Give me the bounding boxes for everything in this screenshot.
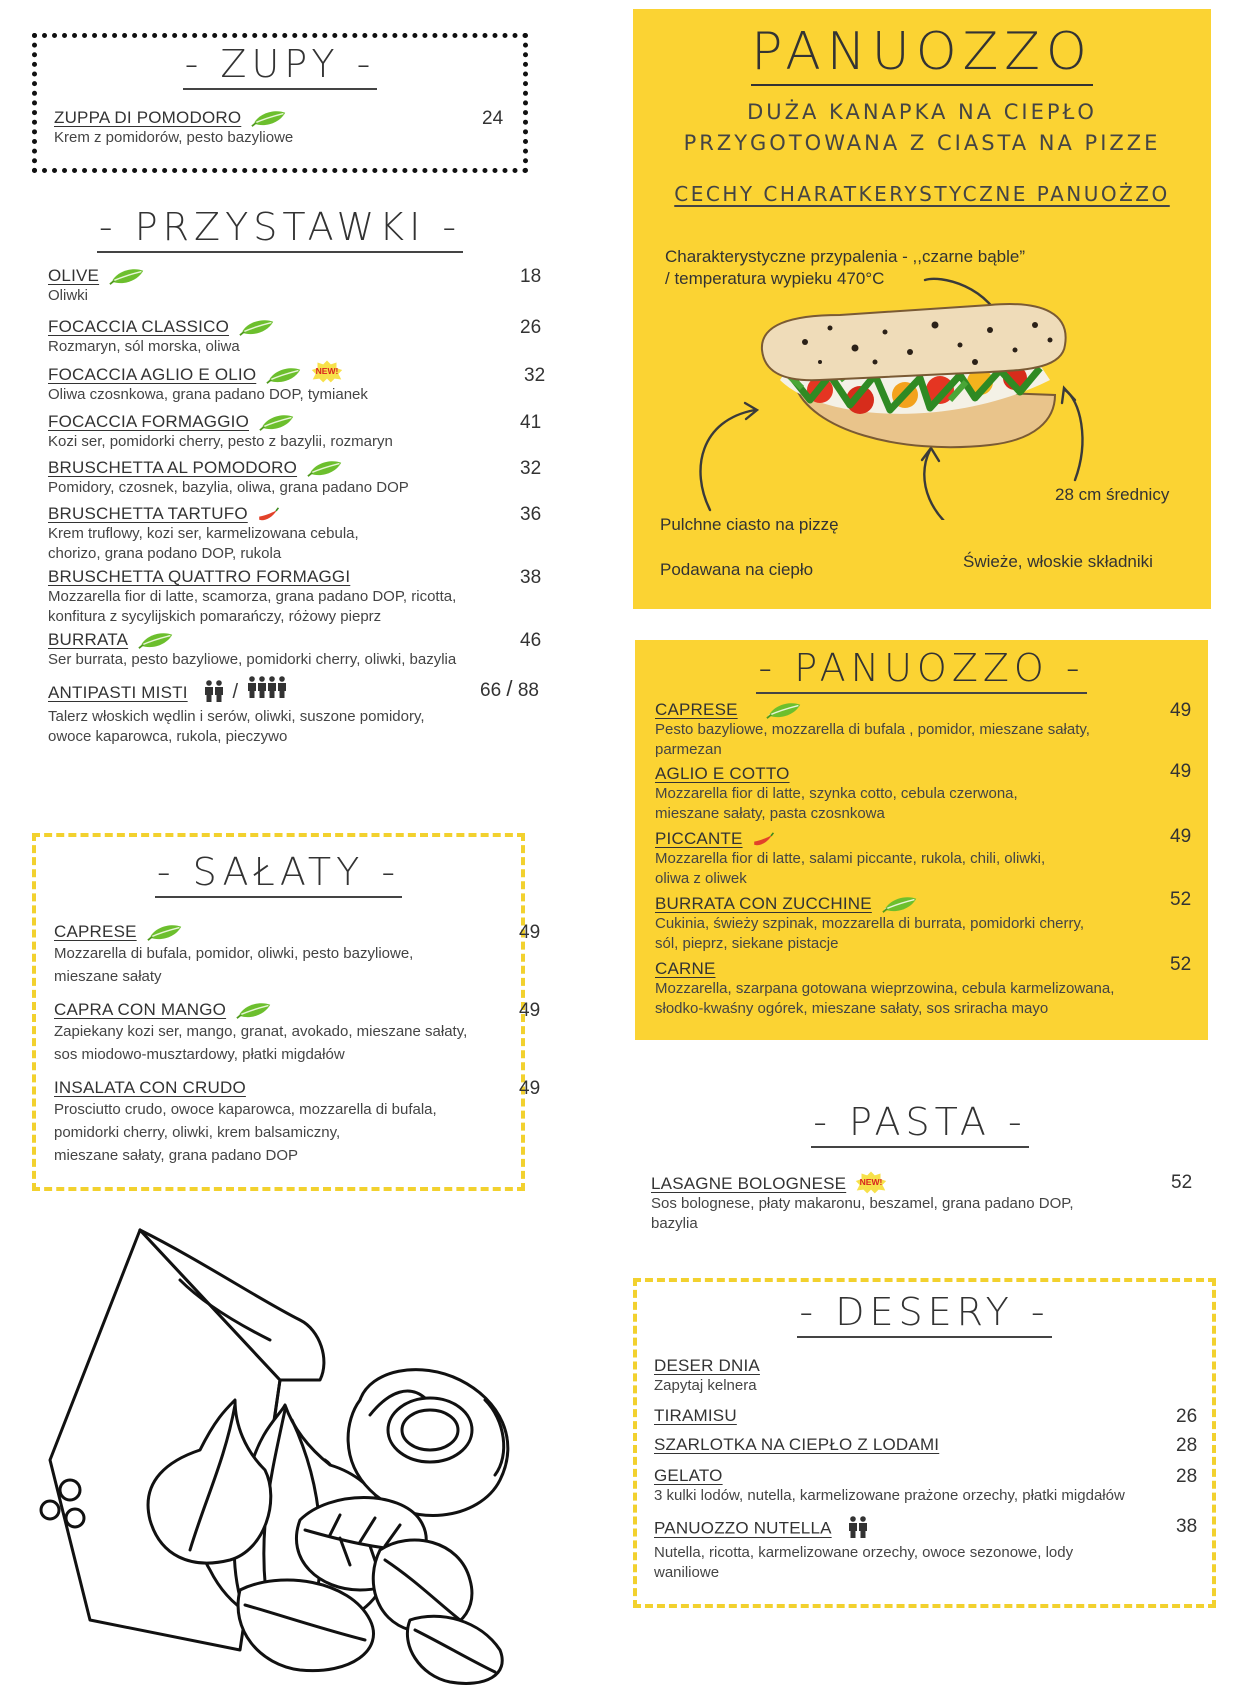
item-name: CAPRESE bbox=[655, 700, 738, 719]
item-price: 49 bbox=[519, 1078, 541, 1099]
menu-item bbox=[54, 922, 541, 988]
spicy-chili-icon bbox=[751, 832, 775, 848]
menu-item bbox=[48, 365, 548, 405]
item-description: Zapytaj kelnera bbox=[654, 1377, 757, 1394]
spicy-chili-icon bbox=[256, 507, 280, 523]
item-name: BRUSCHETTA TARTUFO bbox=[48, 504, 248, 523]
item-price: 52 bbox=[1171, 1172, 1193, 1193]
menu-item bbox=[654, 1466, 1199, 1506]
item-description: Mozzarella fior di latte, salami piccante, rukola, chili, oliwki, bbox=[655, 850, 1046, 867]
vegetarian-leaf-icon bbox=[138, 632, 174, 650]
item-description: Rozmaryn, sól morska, oliwa bbox=[48, 338, 240, 355]
vegetarian-leaf-icon bbox=[766, 702, 802, 720]
item-description: sos miodowo-musztardowy, płatki migdałów bbox=[54, 1046, 345, 1063]
panuozzo-title: - PANUOZZO - bbox=[635, 646, 1208, 694]
menu-item bbox=[54, 1000, 541, 1066]
menu-item bbox=[48, 676, 548, 747]
item-price: 52 bbox=[1170, 889, 1192, 910]
item-price: 49 bbox=[1170, 700, 1192, 721]
item-description: pomidorki cherry, oliwki, krem balsamiczny, bbox=[54, 1124, 341, 1141]
two-persons-icon bbox=[848, 1516, 868, 1543]
vegetarian-leaf-icon bbox=[236, 1002, 272, 1020]
item-description: Kozi ser, pomidorki cherry, pesto z bazylii, rozmaryn bbox=[48, 433, 393, 450]
vegetarian-leaf-icon bbox=[109, 268, 145, 286]
item-name: GELATO bbox=[654, 1466, 723, 1485]
vegetarian-leaf-icon bbox=[882, 896, 918, 914]
item-price: 18 bbox=[520, 266, 542, 287]
item-description: parmezan bbox=[655, 741, 722, 758]
new-badge-icon bbox=[852, 1170, 890, 1194]
item-price: 36 bbox=[520, 504, 542, 525]
item-name: CAPRESE bbox=[54, 922, 137, 941]
item-price: 26 bbox=[1176, 1406, 1198, 1427]
item-description: mieszane sałaty bbox=[54, 968, 162, 985]
menu-item bbox=[655, 889, 1200, 954]
four-persons-icon bbox=[247, 685, 287, 702]
item-description: Oliwa czosnkowa, grana padano DOP, tymianek bbox=[48, 386, 368, 403]
panuozzo-features-title: CECHY CHARATKERYSTYCZNE PANUOŻZO bbox=[674, 182, 1170, 206]
annotation-temperature: / temperatura wypieku 470°C bbox=[665, 269, 885, 288]
item-description: Ser burrata, pesto bazyliowe, pomidorki cherry, oliwki, bazylia bbox=[48, 651, 457, 668]
item-name: ZUPPA DI POMODORO bbox=[54, 108, 242, 127]
menu-item bbox=[48, 317, 542, 357]
item-price: 28 bbox=[1176, 1466, 1198, 1487]
item-description: Mozzarella fior di latte, scamorza, grana padano DOP, ricotta, bbox=[48, 588, 457, 605]
annotation-diameter: 28 cm średnicy bbox=[1055, 485, 1170, 504]
menu-item bbox=[655, 954, 1200, 1019]
item-price: 49 bbox=[1170, 826, 1192, 847]
item-price: 32 bbox=[524, 365, 546, 386]
item-description: Krem truflowy, kozi ser, karmelizowana cebula, bbox=[48, 525, 359, 542]
item-name: FOCACCIA FORMAGGIO bbox=[48, 412, 250, 431]
item-description: owoce kaparowca, rukola, pieczywo bbox=[48, 728, 288, 746]
annotation-dough: Pulchne ciasto na pizzę bbox=[660, 515, 839, 534]
pasta-title: - PASTA - bbox=[640, 1100, 1200, 1148]
cheese-garlic-basil-illustration bbox=[30, 1220, 590, 1690]
vegetarian-leaf-icon bbox=[259, 414, 295, 432]
item-description: Talerz włoskich wędlin i serów, oliwki, suszone pomidory, bbox=[48, 708, 425, 726]
vegetarian-leaf-icon bbox=[266, 367, 302, 385]
item-name: BURRATA bbox=[48, 630, 129, 649]
item-name: AGLIO E COTTO bbox=[655, 764, 790, 783]
annotation-fresh-ingredients: Świeże, włoskie składniki bbox=[963, 552, 1153, 571]
item-name: PANUOZZO NUTELLA bbox=[654, 1518, 832, 1538]
item-price: 26 bbox=[520, 317, 542, 338]
item-price: 32 bbox=[520, 458, 542, 479]
item-name: FOCACCIA CLASSICO bbox=[48, 317, 229, 336]
menu-item bbox=[654, 1406, 1199, 1426]
zupy-title: - ZUPY - bbox=[32, 42, 528, 90]
annotation-burn-marks: Charakterystyczne przypalenia - ,,czarne bąble” bbox=[665, 247, 1025, 266]
panuozzo-subtitle-1: DUŻA KANAPKA NA CIEPŁO bbox=[747, 100, 1097, 124]
item-description: Zapiekany kozi ser, mango, granat, avokado, mieszane sałaty, bbox=[54, 1023, 468, 1040]
item-price: 38 bbox=[520, 567, 542, 588]
item-name: PICCANTE bbox=[655, 829, 743, 848]
desery-title: - DESERY - bbox=[633, 1290, 1216, 1338]
item-name: OLIVE bbox=[48, 266, 100, 285]
item-name: ANTIPASTI MISTI bbox=[48, 683, 188, 702]
menu-item bbox=[655, 700, 1200, 760]
item-description: Pomidory, czosnek, bazylia, oliwa, grana padano DOP bbox=[48, 479, 409, 496]
item-name: BRUSCHETTA QUATTRO FORMAGGI bbox=[48, 567, 351, 586]
menu-item bbox=[54, 108, 514, 148]
menu-item bbox=[655, 761, 1200, 824]
menu-item bbox=[48, 504, 542, 564]
item-description: chorizo, grana podano DOP, rukola bbox=[48, 545, 282, 562]
item-name: BURRATA CON ZUCCHINE bbox=[655, 894, 872, 913]
vegetarian-leaf-icon bbox=[307, 460, 343, 478]
two-persons-icon bbox=[204, 680, 224, 707]
item-description: Oliwki bbox=[48, 287, 88, 304]
annotation-served-warm: Podawana na ciepło bbox=[660, 560, 814, 579]
item-name: CAPRA CON MANGO bbox=[54, 1000, 227, 1019]
menu-item bbox=[48, 567, 542, 627]
panuozzo-sandwich-illustration bbox=[690, 270, 1190, 520]
menu-item bbox=[48, 412, 542, 452]
item-name: CARNE bbox=[655, 959, 716, 978]
item-name: SZARLOTKA NA CIEPŁO Z LODAMI bbox=[654, 1435, 940, 1454]
menu-item bbox=[654, 1435, 1199, 1455]
menu-item bbox=[651, 1174, 1201, 1234]
item-name: LASAGNE BOLOGNESE bbox=[651, 1174, 847, 1193]
item-price: 24 bbox=[482, 108, 504, 129]
item-description: Krem z pomidorów, pesto bazyliowe bbox=[54, 129, 294, 146]
przystawki-title: - PRZYSTAWKI - bbox=[20, 205, 540, 253]
item-description: Mozzarella fior di latte, szynka cotto, cebula czerwona, bbox=[655, 785, 1018, 802]
item-name: BRUSCHETTA AL POMODORO bbox=[48, 458, 298, 477]
item-price: 38 bbox=[1176, 1516, 1198, 1537]
item-description: mieszane sałaty, grana padano DOP bbox=[54, 1147, 299, 1164]
vegetarian-leaf-icon bbox=[251, 110, 287, 128]
item-price: 49 bbox=[519, 1000, 541, 1021]
item-description: sól, pieprz, siekane pistacje bbox=[655, 935, 839, 952]
menu-item bbox=[48, 630, 542, 670]
item-name: INSALATA CON CRUDO bbox=[54, 1078, 246, 1097]
vegetarian-leaf-icon bbox=[239, 319, 275, 337]
panuozzo-main-title: PANUOZZO bbox=[633, 22, 1211, 86]
menu-item bbox=[54, 1078, 541, 1167]
menu-item bbox=[654, 1356, 1199, 1396]
menu-item bbox=[654, 1516, 1199, 1583]
item-price: 41 bbox=[520, 412, 542, 433]
item-description: Mozzarella, szarpana gotowana wieprzowina, cebula karmelizowana, bbox=[655, 980, 1115, 997]
panuozzo-subtitle-2: PRZYGOTOWANA Z CIASTA NA PIZZE bbox=[683, 131, 1161, 155]
item-price: 49 bbox=[1170, 761, 1192, 782]
item-price: 52 bbox=[1170, 954, 1192, 975]
item-description: Pesto bazyliowe, mozzarella di bufala , pomidor, mieszane sałaty, bbox=[655, 721, 1090, 738]
vegetarian-leaf-icon bbox=[147, 924, 183, 942]
item-price-small: 66 / 88 bbox=[480, 676, 539, 701]
item-description: Mozzarella di bufala, pomidor, oliwki, pesto bazyliowe, bbox=[54, 945, 414, 962]
item-description: Prosciutto crudo, owoce kaparowca, mozzarella di bufala, bbox=[54, 1101, 437, 1118]
salaty-title: - SAŁATY - bbox=[32, 850, 525, 898]
item-description: Nutella, ricotta, karmelizowane orzechy, owoce sezonowe, lody bbox=[654, 1544, 1074, 1561]
item-description: słodko-kwaśny ogórek, mieszane sałaty, sos sriracha mayo bbox=[655, 1000, 1049, 1017]
item-name: TIRAMISU bbox=[654, 1406, 737, 1425]
item-description: oliwa z oliwek bbox=[655, 870, 747, 887]
item-description: Sos bolognese, płaty makaronu, beszamel, grana padano DOP, bbox=[651, 1195, 1074, 1212]
item-description: konfitura z sycylijskich pomarańczy, różowy pieprz bbox=[48, 608, 382, 625]
item-description: Cukinia, świeży szpinak, mozzarella di burrata, pomidorki cherry, bbox=[655, 915, 1085, 932]
item-description: mieszane sałaty, pasta czosnkowa bbox=[655, 805, 885, 822]
item-name: DESER DNIA bbox=[654, 1356, 760, 1375]
new-badge-icon bbox=[308, 359, 346, 383]
item-name: FOCACCIA AGLIO E OLIO bbox=[48, 365, 257, 384]
item-price: 28 bbox=[1176, 1435, 1198, 1456]
menu-item bbox=[48, 266, 542, 306]
item-price: 49 bbox=[519, 922, 541, 943]
portion-separator: / bbox=[232, 681, 239, 703]
menu-item bbox=[48, 458, 542, 498]
item-description: 3 kulki lodów, nutella, karmelizowane prażone orzechy, płatki migdałów bbox=[654, 1487, 1125, 1504]
item-description: waniliowe bbox=[654, 1564, 720, 1581]
item-description: bazylia bbox=[651, 1215, 698, 1232]
item-price: 46 bbox=[520, 630, 542, 651]
menu-item bbox=[655, 826, 1200, 889]
